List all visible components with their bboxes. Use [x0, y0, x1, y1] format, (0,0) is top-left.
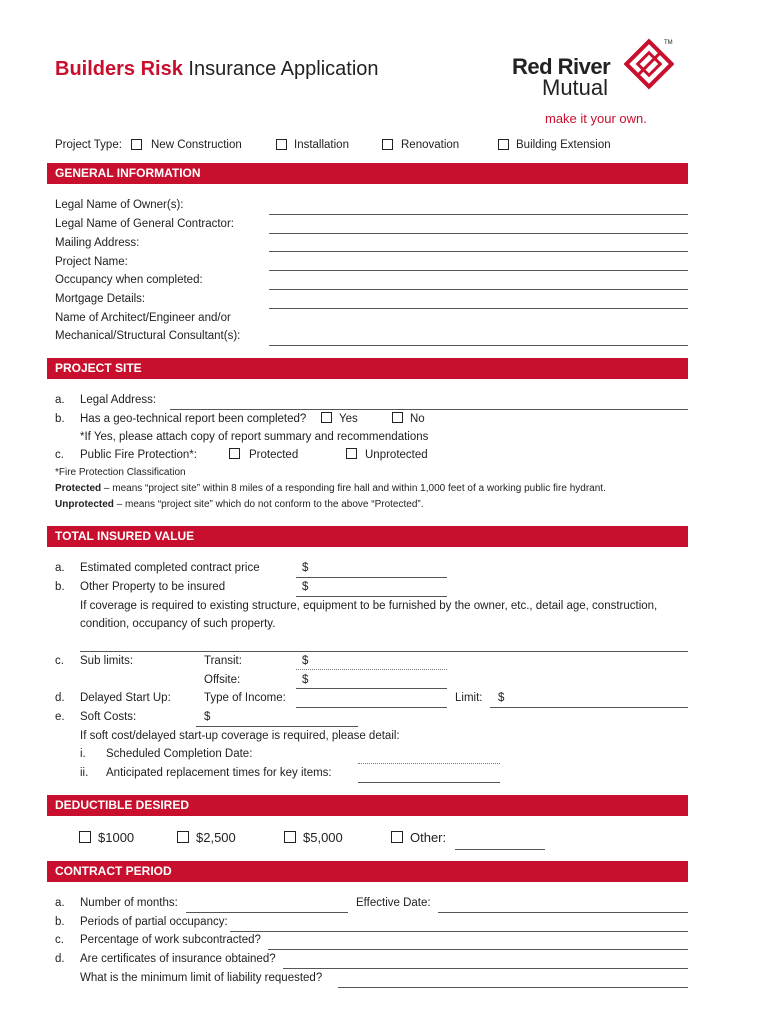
item-letter: b. [55, 413, 65, 425]
tagline: make it your own. [545, 111, 647, 126]
unprotected-label: Unprotected [365, 449, 428, 461]
unprotected-definition: Unprotected – means “project site” which do not conform to the above “Protected”. [55, 499, 424, 510]
completion-date-input[interactable] [358, 763, 500, 764]
contractor-input[interactable] [269, 233, 688, 234]
option-new-construction-label: New Construction [151, 139, 242, 151]
item-number: ii. [80, 767, 89, 779]
field-occupancy-label: Occupancy when completed: [55, 274, 203, 286]
replacement-times-input[interactable] [358, 782, 500, 783]
project-type-label: Project Type: [55, 139, 122, 151]
offsite-input[interactable] [296, 688, 447, 689]
item-letter: e. [55, 711, 65, 723]
item-letter: a. [55, 394, 65, 406]
months-input[interactable] [186, 912, 348, 913]
field-consultant-label: Mechanical/Structural Consultant(s): [55, 330, 241, 342]
item-letter: c. [55, 655, 64, 667]
dollar-sign: $ [498, 692, 505, 704]
field-contractor-label: Legal Name of General Contractor: [55, 218, 234, 230]
effective-date-label: Effective Date: [356, 897, 431, 909]
geo-report-label: Has a geo-technical report been completed? [80, 413, 307, 425]
partial-occupancy-input[interactable] [230, 931, 688, 932]
project-name-input[interactable] [269, 270, 688, 271]
legal-address-input[interactable] [170, 409, 688, 410]
item-letter: b. [55, 581, 65, 593]
delayed-start-label: Delayed Start Up: [80, 692, 171, 704]
existing-structure-note: If coverage is required to existing structure, equipment to be furnished by the owner, etc., detail age, construction, [80, 600, 658, 612]
contract-period-heading: CONTRACT PERIOD [47, 861, 688, 882]
soft-cost-note: If soft cost/delayed start-up coverage is required, please detail: [80, 730, 400, 742]
income-type-label: Type of Income: [204, 692, 286, 704]
item-letter: b. [55, 916, 65, 928]
total-insured-value-heading: TOTAL INSURED VALUE [47, 526, 688, 547]
protected-definition: Protected – means “project site” within 8 miles of a responding fire hall and within 1,000 feet of a working public fire hydrant. [55, 483, 606, 494]
option-renovation-label: Renovation [401, 139, 460, 151]
checkbox-unprotected[interactable] [346, 448, 357, 459]
company-logo: Red River Mutual [512, 54, 611, 100]
field-architect-label: Name of Architect/Engineer and/or [55, 312, 231, 324]
checkbox-geo-yes[interactable] [321, 412, 332, 423]
dollar-sign: $ [302, 562, 309, 574]
completion-date-label: Scheduled Completion Date: [106, 748, 253, 760]
field-mortgage-label: Mortgage Details: [55, 293, 146, 305]
dollar-sign: $ [302, 581, 309, 593]
checkbox-building-extension[interactable] [498, 139, 509, 150]
effective-date-input[interactable] [438, 912, 688, 913]
item-number: i. [80, 748, 86, 760]
deductible-5000-label: $5,000 [303, 830, 343, 845]
limit-label: Limit: [455, 692, 483, 704]
checkbox-deductible-5000[interactable] [284, 831, 296, 843]
transit-label: Transit: [204, 655, 242, 667]
occupancy-input[interactable] [269, 289, 688, 290]
offsite-label: Offsite: [204, 674, 241, 686]
field-project-name-label: Project Name: [55, 256, 128, 268]
checkbox-installation[interactable] [276, 139, 287, 150]
field-owner-label: Legal Name of Owner(s): [55, 199, 184, 211]
general-information-heading: GENERAL INFORMATION [47, 163, 688, 184]
geo-no-label: No [410, 413, 425, 425]
contract-price-label: Estimated completed contract price [80, 562, 260, 574]
architect-input[interactable] [269, 345, 688, 346]
checkbox-deductible-1000[interactable] [79, 831, 91, 843]
checkbox-geo-no[interactable] [392, 412, 403, 423]
deductible-other-label: Other: [410, 830, 447, 845]
dollar-sign: $ [204, 711, 211, 723]
existing-structure-input[interactable] [80, 651, 688, 652]
checkbox-protected[interactable] [229, 448, 240, 459]
deductible-2500-label: $2,500 [196, 830, 236, 845]
existing-structure-note-2: condition, occupancy of such property. [80, 618, 276, 630]
fire-class-title: *Fire Protection Classification [55, 467, 186, 478]
liability-limit-input[interactable] [338, 987, 688, 988]
liability-limit-label: What is the minimum limit of liability requested? [80, 972, 323, 984]
checkbox-new-construction[interactable] [131, 139, 142, 150]
page-title: Builders Risk Insurance Application [55, 58, 379, 80]
legal-address-label: Legal Address: [80, 394, 157, 406]
deductible-heading: DEDUCTIBLE DESIRED [47, 795, 688, 816]
geo-report-note: *If Yes, please attach copy of report summary and recommendations [80, 431, 429, 443]
item-letter: c. [55, 449, 64, 461]
trademark-mark: TM [664, 40, 673, 46]
dollar-sign: $ [302, 674, 309, 686]
contract-price-input[interactable] [296, 577, 447, 578]
option-installation-label: Installation [294, 139, 349, 151]
limit-input[interactable] [490, 707, 688, 708]
item-letter: d. [55, 953, 65, 965]
replacement-times-label: Anticipated replacement times for key items: [106, 767, 332, 779]
checkbox-deductible-2500[interactable] [177, 831, 189, 843]
geo-yes-label: Yes [339, 413, 358, 425]
deductible-1000-label: $1000 [98, 830, 135, 845]
item-letter: a. [55, 562, 65, 574]
transit-input[interactable] [296, 669, 447, 670]
other-property-label: Other Property to be insured [80, 581, 226, 593]
certificates-input[interactable] [283, 968, 688, 969]
option-building-extension-label: Building Extension [516, 139, 611, 151]
checkbox-deductible-other[interactable] [391, 831, 403, 843]
partial-occupancy-label: Periods of partial occupancy: [80, 916, 228, 928]
soft-costs-label: Soft Costs: [80, 711, 137, 723]
protected-label: Protected [249, 449, 299, 461]
owner-input[interactable] [269, 214, 688, 215]
dollar-sign: $ [302, 655, 309, 667]
project-site-heading: PROJECT SITE [47, 358, 688, 379]
income-type-input[interactable] [296, 707, 447, 708]
other-property-input[interactable] [296, 596, 447, 597]
item-letter: a. [55, 897, 65, 909]
mortgage-input[interactable] [269, 308, 688, 309]
fire-protection-label: Public Fire Protection*: [80, 449, 197, 461]
mailing-input[interactable] [269, 251, 688, 252]
subcontracted-input[interactable] [268, 949, 688, 950]
field-mailing-label: Mailing Address: [55, 237, 140, 249]
item-letter: d. [55, 692, 65, 704]
item-letter: c. [55, 934, 64, 946]
checkbox-renovation[interactable] [382, 139, 393, 150]
soft-costs-input[interactable] [196, 726, 358, 727]
deductible-other-input[interactable] [455, 849, 545, 850]
certificates-label: Are certificates of insurance obtained? [80, 953, 276, 965]
sub-limits-label: Sub limits: [80, 655, 134, 667]
subcontracted-label: Percentage of work subcontracted? [80, 934, 261, 946]
months-label: Number of months: [80, 897, 178, 909]
